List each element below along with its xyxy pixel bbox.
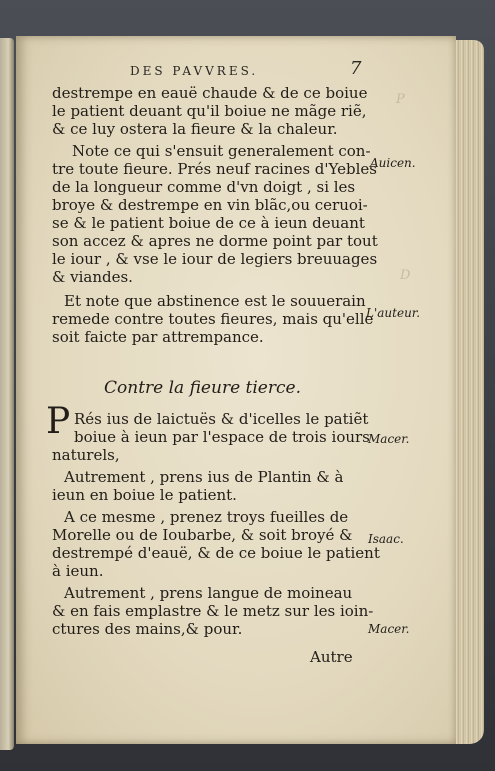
text-line: ctures des mains,& pour. xyxy=(52,620,243,638)
running-title: DES PAVVRES. xyxy=(130,64,259,78)
text-line: naturels, xyxy=(52,446,120,464)
text-line: Et note que abstinence est le souuerain xyxy=(64,292,366,310)
margin-note: Isaac. xyxy=(368,532,404,546)
text-line: & ce luy ostera la fieure & la chaleur. xyxy=(52,120,338,138)
section-heading: Contre la fieure tierce. xyxy=(104,378,301,398)
text-line: & en fais emplastre & le metz sur les ioin- xyxy=(52,602,374,620)
text-line: boiue à ieun par l'espace de trois iours xyxy=(74,428,370,446)
text-line: Morelle ou de Ioubarbe, & soit broyé & xyxy=(52,526,353,544)
text-line: se & le patient boiue de ce à ieun deuant xyxy=(52,214,365,232)
margin-note: Macer. xyxy=(368,622,410,636)
text-line: Autrement , prens ius de Plantin & à xyxy=(64,468,344,486)
text-line: broye & destrempe en vin blãc,ou ceruoi- xyxy=(52,196,368,214)
text-line: & viandes. xyxy=(52,268,133,286)
margin-note: Macer. xyxy=(368,432,410,446)
bleed-through-mark: P xyxy=(396,92,405,107)
text-line: ieun en boiue le patient. xyxy=(52,486,237,504)
margin-note: L'auteur. xyxy=(366,306,421,320)
bleed-through-mark: D xyxy=(400,268,411,283)
catchword: Autre xyxy=(310,648,353,666)
text-line: A ce mesme , prenez troys fueilles de xyxy=(64,508,349,526)
text-line: le patient deuant qu'il boiue ne mãge riẽ, xyxy=(52,102,367,120)
text-line: Rés ius de laictuës & d'icelles le patiẽt xyxy=(74,410,369,428)
margin-note: Auicen. xyxy=(370,156,416,170)
text-line: destrempe en eauë chaude & de ce boiue xyxy=(52,84,368,102)
drop-cap: P xyxy=(46,401,71,442)
text-line: remede contre toutes fieures, mais qu'elle xyxy=(52,310,374,328)
text-line: à ieun. xyxy=(52,562,104,580)
text-line: le iour , & vse le iour de legiers breuuages xyxy=(52,250,378,268)
text-line: Autrement , prens langue de moineau xyxy=(64,584,353,602)
text-line: destrempé d'eauë, & de ce boiue le patient xyxy=(52,544,380,562)
previous-page-edge xyxy=(0,38,14,750)
text-line: tre toute fieure. Prés neuf racines d'Yebles xyxy=(52,160,377,178)
text-line: soit faicte par attrempance. xyxy=(52,328,264,346)
text-line: son accez & apres ne dorme point par tout xyxy=(52,232,378,250)
text-line: de la longueur comme d'vn doigt , si les xyxy=(52,178,356,196)
page-number: 7 xyxy=(350,58,362,79)
text-line: Note ce qui s'ensuit generalement con- xyxy=(72,142,371,160)
